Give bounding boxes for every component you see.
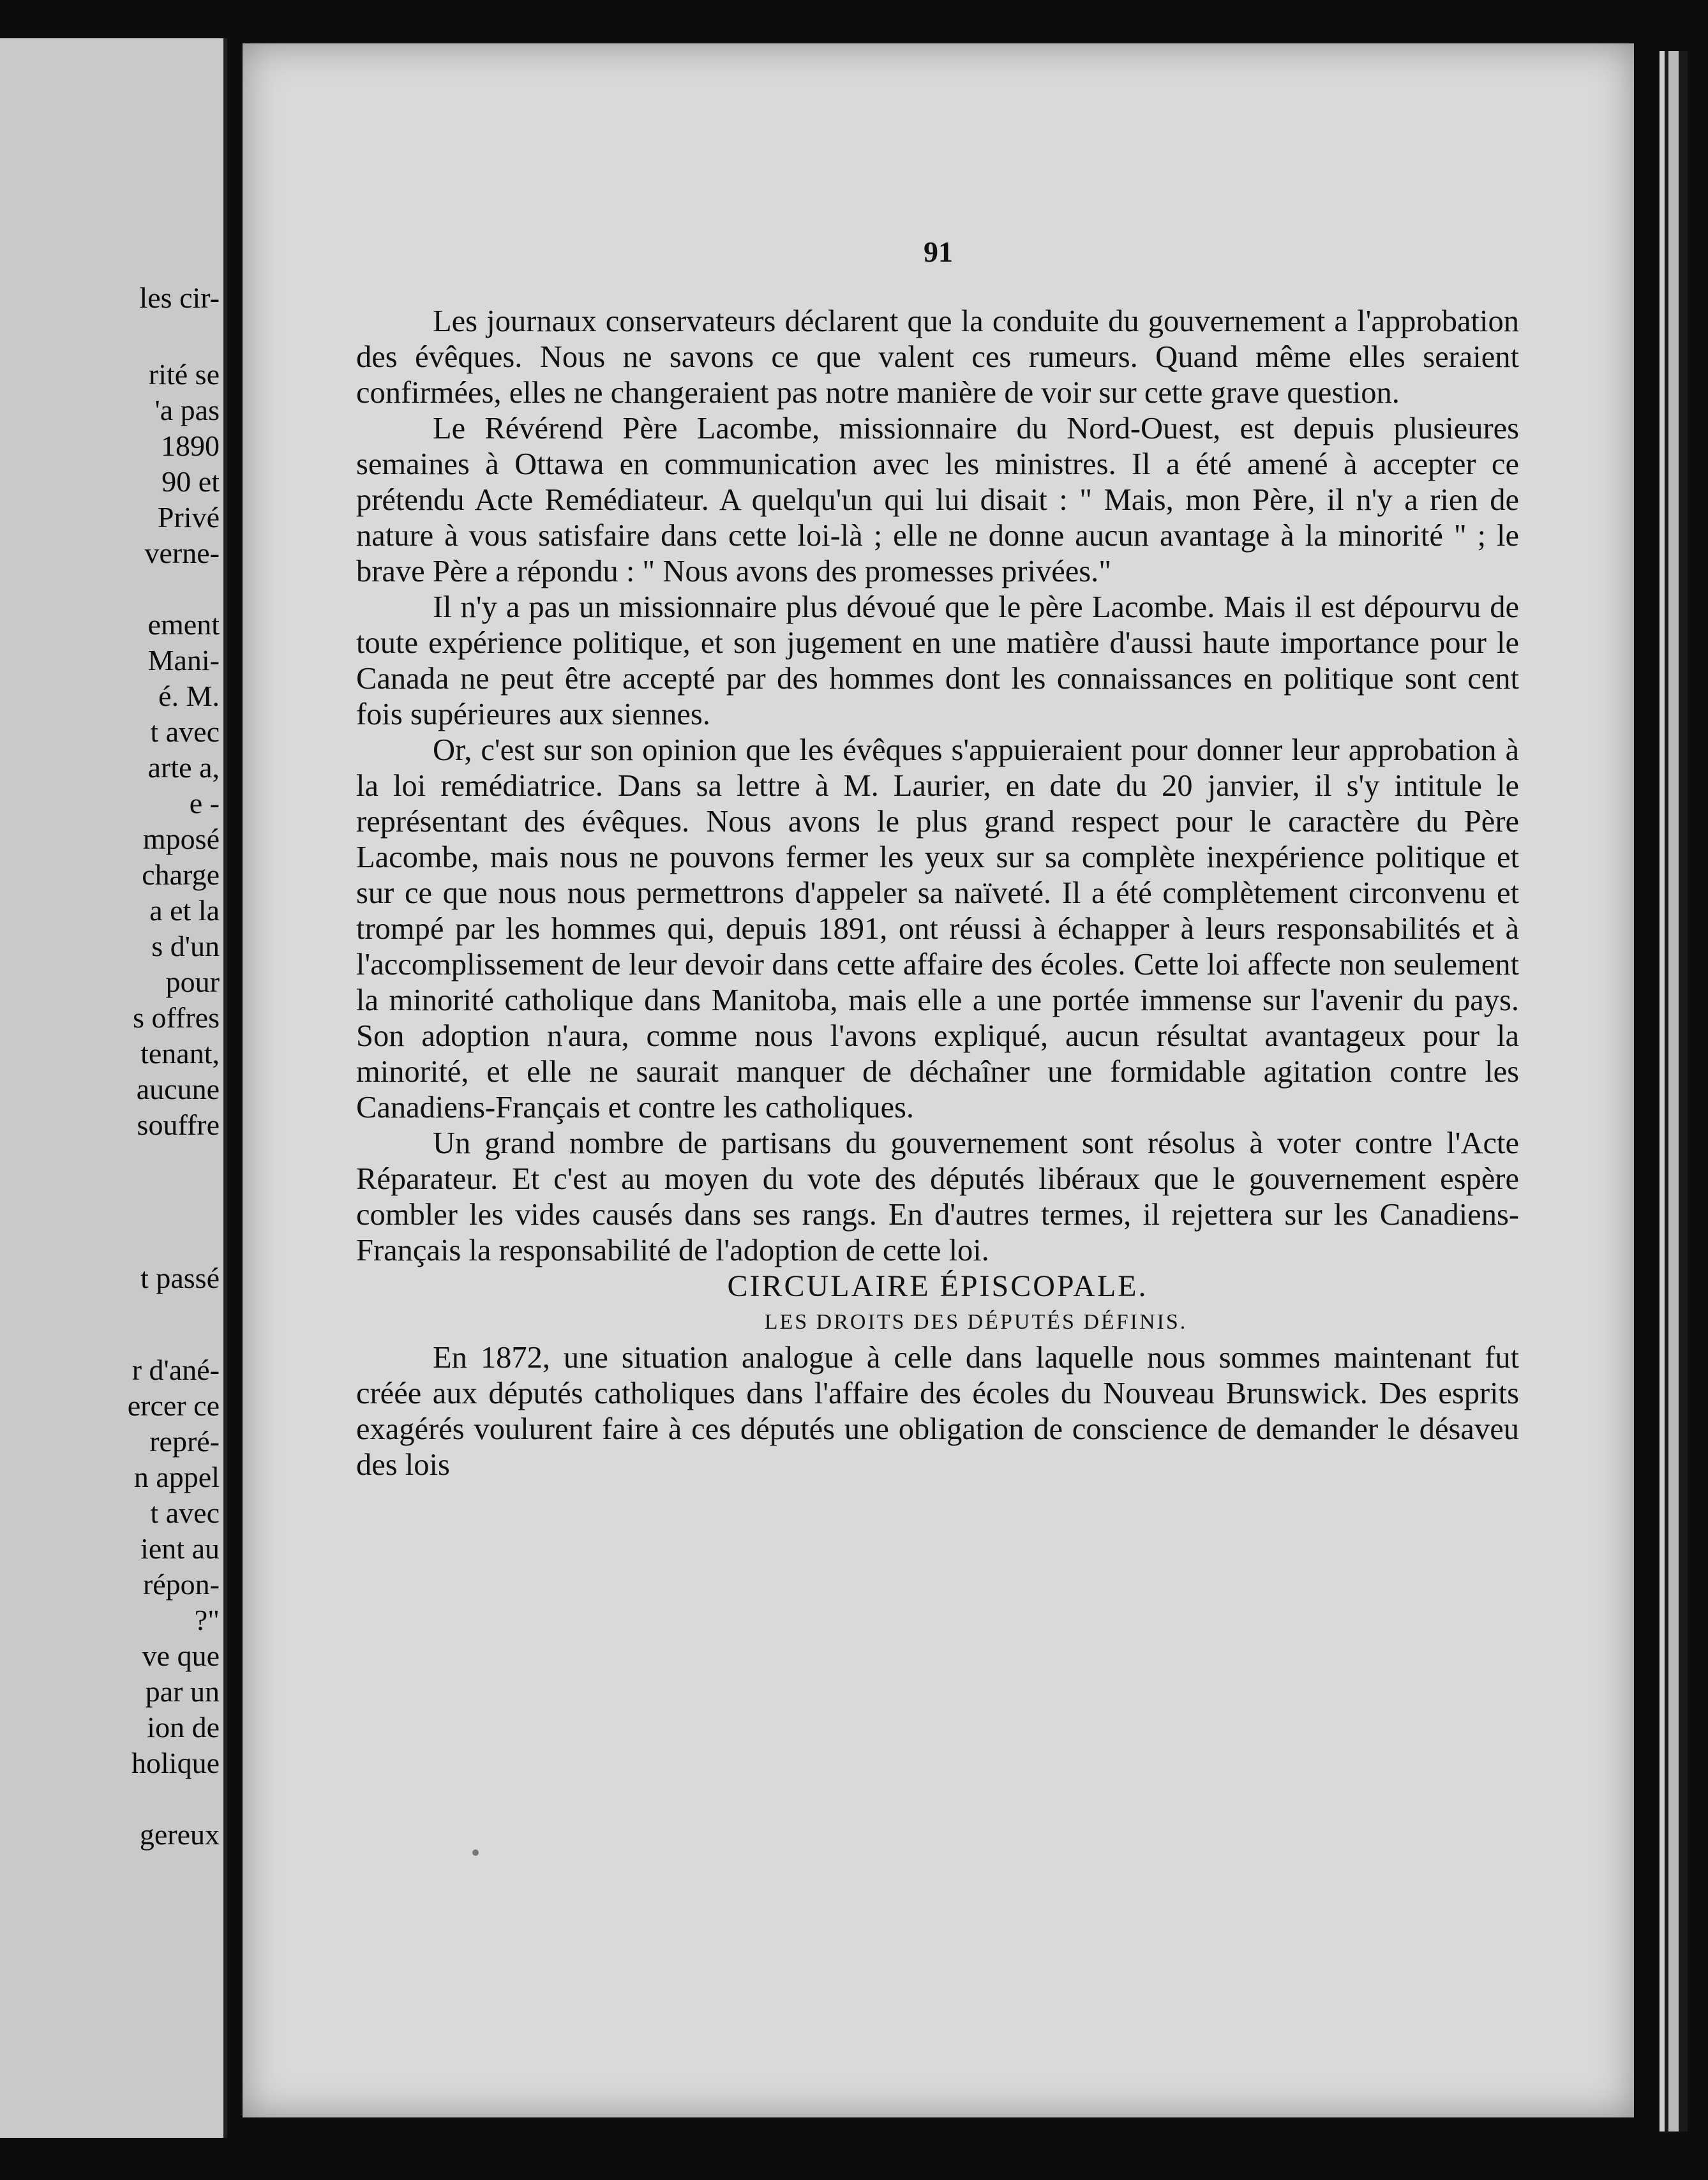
previous-page-fragment: aucune — [136, 1073, 220, 1105]
page-body — [356, 304, 1519, 1483]
paragraph-3: Il n'y a pas un missionnaire plus dévoué que le père Lacombe. Mais il est dépourvu de toute expérience politique, et son jugement en une matière d'aussi haute importance pour le Canada ne peut être accepté par des hommes dont les connaissances en politique sont cent fois supérieures aux siennes. — [356, 590, 1519, 731]
previous-page-fragment: répon- — [142, 1568, 220, 1601]
previous-page-fragment: souffre — [137, 1109, 220, 1141]
previous-page-fragment: gereux — [139, 1818, 220, 1851]
previous-page-fragment: t passé — [140, 1262, 220, 1294]
ink-speck — [472, 1849, 479, 1856]
previous-page-fragment: charge — [142, 858, 220, 891]
previous-page-fragment: ve que — [142, 1639, 220, 1672]
previous-page-fragment: verne- — [144, 537, 220, 569]
previous-page-edge — [0, 38, 227, 2138]
previous-page-fragment: par un — [145, 1675, 220, 1708]
previous-page-fragment: Mani- — [147, 644, 220, 676]
previous-page-fragment: Privé — [157, 501, 220, 534]
previous-page-fragment: t avec — [150, 715, 220, 748]
paragraph-2: Le Révérend Père Lacombe, missionnaire du Nord-Ouest, est depuis plusieures semaines à Ottawa en communication avec les ministres. Il a été amené à accepter ce prétendu Acte Remédiateur. A quelqu'un qui lui disait : " Mais, mon Père, il n'y a rien de nature à vous satisfaire dans cette loi-là ; elle ne donne aucun avantage à la minorité " ; le brave Père a répondu : " Nous avons des promesses privées." — [356, 412, 1519, 588]
page-number: 91 — [924, 235, 953, 268]
previous-page-fragment: a et la — [149, 894, 220, 927]
paragraph-4: Or, c'est sur son opinion que les évêques s'appuieraient pour donner leur approbation à la loi remédiatrice. Dans sa lettre à M. Laurier, en date du 20 janvier, il s'y intitule le représentant des évêques. Nous avons le plus grand respect pour le caractère du Père Lacombe, mais nous ne pouvons fermer les yeux sur sa complète inexpérience politique et sur ce que nous nous permettrons d'appeler sa naïveté. Il a été complètement circonvenu et trompé par les hommes qui, depuis 1891, ont réussi à échapper à leurs responsabilités et à l'accomplissement de leur devoir dans cette affaire des écoles. Cette loi affecte non seulement la minorité catholique dans Manitoba, mais elle a une portée immense sur l'avenir du pays. Son adoption n'aura, comme nous l'avons expliqué, aucun résultat avantageux pour la minorité, et elle ne saurait manquer de déchaîner une formidable agitation contre les Canadiens-Français et contre les catholiques. — [356, 733, 1519, 1124]
previous-page-fragment: pour — [165, 966, 220, 998]
previous-page-fragment: holique — [131, 1747, 220, 1779]
paragraph-5: Un grand nombre de partisans du gouvernement sont résolus à voter contre l'Acte Réparateur. Et c'est au moyen du vote des députés libéraux que le gouvernement espère combler les vides causés dans ses rangs. En d'autres termes, il rejettera sur les Canadiens-Français la responsabilité de l'adoption de cette loi. — [356, 1126, 1519, 1267]
section-subheading: LES DROITS DES DÉPUTÉS DÉFINIS. — [764, 1310, 1188, 1334]
previous-page-fragment: repré- — [149, 1425, 220, 1458]
scanned-page — [243, 43, 1634, 2117]
previous-page-fragment: ient au — [140, 1532, 220, 1565]
previous-page-fragment: 1890 — [161, 429, 220, 462]
previous-page-fragment: r d'ané- — [131, 1354, 220, 1386]
paragraph-6: En 1872, une situation analogue à celle dans laquelle nous sommes maintenant fut créée aux députés catholiques dans l'affaire des écoles du Nouveau Brunswick. Des esprits exagérés voulurent faire à ces députés une obligation de conscience de demander le désaveu des lois — [356, 1341, 1519, 1482]
previous-page-fragment: ?" — [194, 1604, 220, 1636]
previous-page-fragment: les cir- — [139, 281, 220, 314]
previous-page-fragment: s d'un — [151, 930, 220, 962]
previous-page-fragment: rité se — [148, 358, 220, 391]
previous-page-fragment: n appel — [133, 1461, 220, 1493]
previous-page-fragment: 90 et — [161, 465, 220, 498]
previous-page-fragment: ercer ce — [127, 1389, 220, 1422]
section-heading: CIRCULAIRE ÉPISCOPALE. — [727, 1269, 1148, 1303]
previous-page-fragment: ion de — [147, 1711, 220, 1743]
previous-page-fragment: é. M. — [158, 680, 220, 712]
previous-page-fragment: ement — [147, 608, 220, 641]
previous-page-fragment: s offres — [133, 1001, 220, 1034]
previous-page-fragment: tenant, — [140, 1037, 220, 1070]
previous-page-fragment: mposé — [142, 823, 220, 855]
previous-page-fragment: 'a pas — [154, 394, 220, 426]
previous-page-fragment: t avec — [150, 1497, 220, 1529]
page-edge-right — [1659, 51, 1688, 2131]
previous-page-fragment: e - — [189, 787, 220, 819]
paragraph-1: Les journaux conservateurs déclarent que la conduite du gouvernement a l'approbation des évêques. Nous ne savons ce que valent ces rumeurs. Quand même elles seraient confirmées, elles ne changeraient pas notre manière de voir sur cette grave question. — [356, 304, 1519, 410]
previous-page-fragment: arte a, — [147, 751, 220, 784]
